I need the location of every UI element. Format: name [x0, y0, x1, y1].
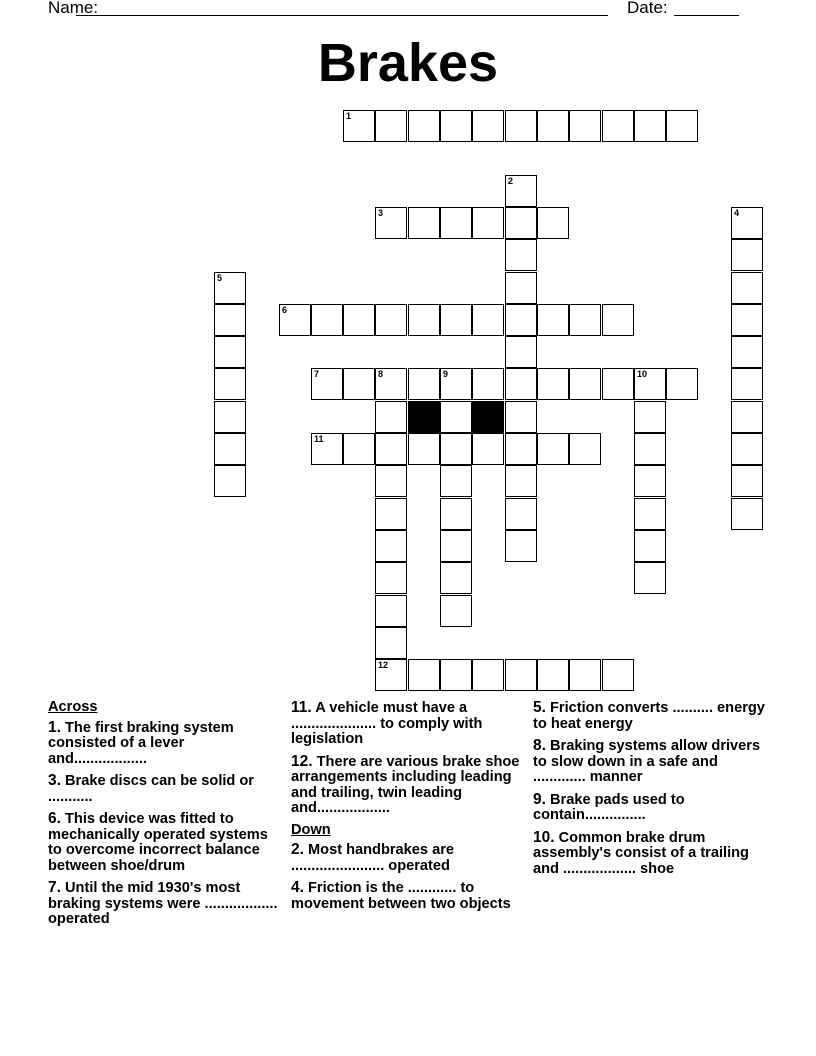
- grid-cell[interactable]: [440, 304, 472, 336]
- clue-text: This device was fitted to mechanically operated systems to overcome incorrect balance between shoe/drum: [48, 811, 268, 874]
- grid-cell[interactable]: [634, 562, 666, 594]
- clue-number: 10.: [533, 828, 555, 846]
- grid-cell[interactable]: [472, 207, 504, 239]
- clue-number: 5.: [533, 699, 546, 716]
- grid-cell[interactable]: [440, 465, 472, 497]
- clue-number-label: 1: [346, 111, 352, 121]
- clue-down-9: [533, 792, 773, 824]
- grid-cell[interactable]: [569, 368, 601, 400]
- grid-cell[interactable]: [505, 659, 537, 691]
- grid-cell[interactable]: [731, 272, 763, 304]
- grid-cell[interactable]: [375, 304, 407, 336]
- grid-cell[interactable]: [602, 110, 634, 142]
- clue-down-8: [533, 738, 773, 786]
- name-label: Name:: [48, 0, 99, 17]
- clue-number-label: 8: [378, 369, 384, 379]
- grid-cell[interactable]: [731, 304, 763, 336]
- clue-text: Most handbrakes are ....................... operated: [291, 842, 454, 874]
- clue-down-10: [533, 830, 773, 878]
- grid-cell[interactable]: [440, 368, 472, 400]
- clue-across-7: [48, 880, 280, 928]
- grid-cell[interactable]: [634, 401, 666, 433]
- grid-cell[interactable]: [472, 433, 504, 465]
- grid-cell[interactable]: [569, 433, 601, 465]
- clue-number: 4.: [291, 879, 304, 896]
- clue-number-label: 4: [734, 208, 740, 218]
- down-heading: Down: [291, 821, 331, 838]
- grid-cell[interactable]: [440, 498, 472, 530]
- grid-cell[interactable]: [537, 304, 569, 336]
- clue-text: Friction is the ............ to movement between two objects: [291, 880, 511, 912]
- grid-cell[interactable]: [440, 659, 472, 691]
- grid-cell[interactable]: [505, 498, 537, 530]
- clue-number-label: 12: [378, 660, 389, 670]
- grid-cell[interactable]: [537, 433, 569, 465]
- grid-cell[interactable]: [214, 401, 246, 433]
- clue-number: 2.: [291, 841, 304, 858]
- grid-cell[interactable]: [408, 433, 440, 465]
- clue-number: 12.: [291, 752, 313, 770]
- grid-cell[interactable]: [375, 627, 407, 659]
- grid-cell[interactable]: [537, 659, 569, 691]
- grid-cell[interactable]: [634, 110, 666, 142]
- clue-across-3: [48, 773, 280, 805]
- clue-text: Friction converts .......... energy to heat energy: [533, 700, 765, 732]
- clue-number: 7.: [48, 879, 61, 896]
- grid-cell[interactable]: [634, 465, 666, 497]
- grid-cell[interactable]: [602, 368, 634, 400]
- grid-cell[interactable]: [214, 272, 246, 304]
- grid-cell[interactable]: [634, 530, 666, 562]
- grid-cell[interactable]: [731, 433, 763, 465]
- grid-cell[interactable]: [472, 110, 504, 142]
- black-cell: [472, 401, 504, 433]
- grid-cell[interactable]: [375, 433, 407, 465]
- grid-cell[interactable]: [214, 304, 246, 336]
- grid-cell[interactable]: [569, 304, 601, 336]
- grid-cell[interactable]: [440, 595, 472, 627]
- clue-number: 6.: [48, 810, 61, 827]
- grid-cell[interactable]: [440, 401, 472, 433]
- clue-text: A vehicle must have a ..................... to comply with legislation: [291, 700, 483, 747]
- grid-cell[interactable]: [214, 465, 246, 497]
- grid-cell[interactable]: [537, 110, 569, 142]
- clue-text: Until the mid 1930's most braking systems were .................. operated: [48, 880, 278, 927]
- clues-column-1: [48, 700, 280, 934]
- grid-cell[interactable]: [731, 465, 763, 497]
- grid-cell[interactable]: [440, 433, 472, 465]
- grid-cell[interactable]: [602, 304, 634, 336]
- grid-cell[interactable]: [343, 368, 375, 400]
- grid-cell[interactable]: [472, 304, 504, 336]
- grid-cell[interactable]: [408, 304, 440, 336]
- grid-cell[interactable]: [343, 304, 375, 336]
- clue-down-5: [533, 700, 773, 732]
- grid-cell[interactable]: [505, 175, 537, 207]
- grid-cell[interactable]: [408, 207, 440, 239]
- grid-cell[interactable]: [602, 659, 634, 691]
- grid-cell[interactable]: [666, 368, 698, 400]
- grid-cell[interactable]: [537, 368, 569, 400]
- clue-across-11: [291, 700, 523, 748]
- grid-cell[interactable]: [505, 110, 537, 142]
- clue-number: 3.: [48, 772, 61, 789]
- grid-cell[interactable]: [505, 465, 537, 497]
- grid-cell[interactable]: [311, 433, 343, 465]
- grid-cell[interactable]: [375, 498, 407, 530]
- grid-cell[interactable]: [440, 110, 472, 142]
- clue-number-label: 6: [282, 305, 288, 315]
- grid-cell[interactable]: [569, 659, 601, 691]
- grid-cell[interactable]: [440, 562, 472, 594]
- clue-text: Brake pads used to contain...............: [533, 791, 685, 823]
- grid-cell[interactable]: [408, 659, 440, 691]
- grid-cell[interactable]: [505, 401, 537, 433]
- grid-cell[interactable]: [505, 433, 537, 465]
- clue-number-label: 5: [217, 273, 223, 283]
- grid-cell[interactable]: [440, 207, 472, 239]
- date-label: Date:: [627, 0, 668, 17]
- grid-cell[interactable]: [634, 433, 666, 465]
- grid-cell[interactable]: [666, 110, 698, 142]
- grid-cell[interactable]: [375, 530, 407, 562]
- grid-cell[interactable]: [505, 239, 537, 271]
- grid-cell[interactable]: [731, 207, 763, 239]
- grid-cell[interactable]: [440, 530, 472, 562]
- grid-cell[interactable]: [375, 110, 407, 142]
- black-cell: [408, 401, 440, 433]
- clue-number-label: 9: [443, 369, 449, 379]
- grid-cell[interactable]: [343, 433, 375, 465]
- grid-cell[interactable]: [731, 368, 763, 400]
- clue-text: Common brake drum assembly's consist of a trailing and .................. shoe: [533, 829, 749, 877]
- grid-cell[interactable]: [505, 207, 537, 239]
- clue-number-label: 7: [314, 369, 320, 379]
- clue-number: 8.: [533, 737, 546, 754]
- clue-down-2: [291, 842, 523, 874]
- page-title: Brakes: [317, 33, 499, 93]
- clue-across-1: [48, 720, 280, 768]
- clue-number-label: 2: [508, 176, 514, 186]
- grid-cell[interactable]: [279, 304, 311, 336]
- clue-number: 1.: [48, 718, 61, 736]
- grid-cell[interactable]: [214, 368, 246, 400]
- grid-cell[interactable]: [505, 368, 537, 400]
- grid-cell[interactable]: [375, 595, 407, 627]
- grid-cell[interactable]: [472, 368, 504, 400]
- grid-cell[interactable]: [505, 304, 537, 336]
- grid-cell[interactable]: [375, 401, 407, 433]
- clues-column-3: [533, 700, 773, 883]
- grid-cell[interactable]: [311, 368, 343, 400]
- grid-cell[interactable]: [634, 368, 666, 400]
- grid-cell[interactable]: [408, 110, 440, 142]
- grid-cell[interactable]: [408, 368, 440, 400]
- grid-cell[interactable]: [343, 110, 375, 142]
- clue-text: There are various brake shoe arrangements including leading and trailing, twin leading and..................: [291, 753, 520, 816]
- grid-cell[interactable]: [505, 336, 537, 368]
- clue-number-label: 3: [378, 208, 384, 218]
- grid-cell[interactable]: [731, 401, 763, 433]
- grid-cell[interactable]: [214, 336, 246, 368]
- grid-cell[interactable]: [505, 272, 537, 304]
- grid-cell[interactable]: [214, 433, 246, 465]
- grid-cell[interactable]: [311, 304, 343, 336]
- grid-cell[interactable]: [375, 207, 407, 239]
- grid-cell[interactable]: [569, 110, 601, 142]
- clue-text: Braking systems allow drivers to slow down in a safe and ............. manner: [533, 738, 761, 785]
- grid-cell[interactable]: [375, 659, 407, 691]
- clues-column-2: [291, 700, 523, 918]
- clue-number: 9.: [533, 790, 546, 808]
- grid-cell[interactable]: [375, 562, 407, 594]
- grid-cell[interactable]: [537, 207, 569, 239]
- clue-text: The first braking system consisted of a lever and..................: [48, 719, 234, 767]
- grid-cell[interactable]: [731, 336, 763, 368]
- clue-down-4: [291, 880, 523, 912]
- clue-across-12: [291, 754, 523, 817]
- grid-cell[interactable]: [472, 659, 504, 691]
- across-heading: Across: [48, 699, 98, 715]
- grid-cell[interactable]: [634, 498, 666, 530]
- clue-number-label: 11: [314, 434, 324, 444]
- clue-number-label: 10: [637, 369, 648, 379]
- grid-cell[interactable]: [505, 530, 537, 562]
- clue-across-6: [48, 811, 280, 874]
- grid-cell[interactable]: [375, 465, 407, 497]
- clue-text: Brake discs can be solid or ...........: [48, 773, 254, 805]
- grid-cell[interactable]: [375, 368, 407, 400]
- clue-number: 11.: [291, 699, 312, 716]
- grid-cell[interactable]: [731, 498, 763, 530]
- grid-cell[interactable]: [731, 239, 763, 271]
